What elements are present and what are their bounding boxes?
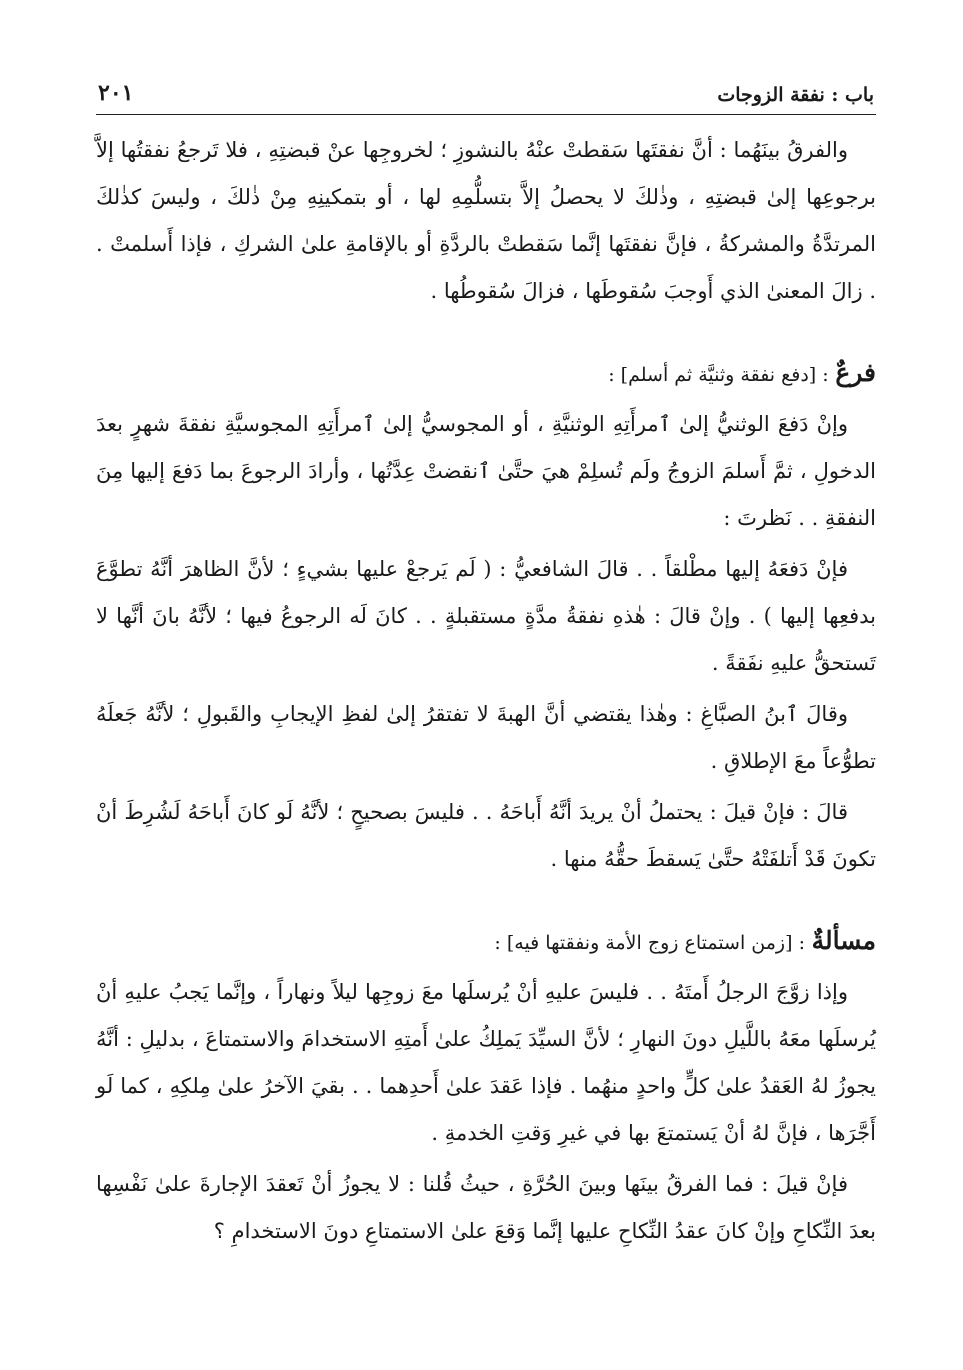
body-paragraph: قالَ : فإنْ قيلَ : يحتملُ أنْ يريدَ أنَّهُ أَباحَهُ . . فليسَ بصحيحٍ ؛ لأنَّهُ لَو كانَ أَباحَهُ لَشُرِطَ أنْ تكونَ قَدْ أَتلفَتْهُ حتَّىٰ يَسقطَ حقُّهُ منها . — [96, 800, 876, 871]
body-paragraph: وإنْ دَفعَ الوثنيُّ إلىٰ ٱمرأَتِهِ الوثنيَّةِ ، أو المجوسيُّ إلىٰ ٱمرأَتِهِ المجوسيَّةِ نفقةَ شهرٍ بعدَ الدخولِ ، ثمَّ أَسلمَ الزوجُ ولَم تُسلِمْ هيَ حتَّىٰ ٱنقضتْ عِدَّتُها ، وأرادَ الرجوعَ بما دَفعَ إليها مِنَ النفقةِ . . نَظرتَ : — [96, 412, 876, 530]
section-spacer — [96, 883, 876, 919]
section-spacer — [96, 315, 876, 351]
section-label: مسألةٌ — [811, 926, 876, 955]
page-number: ٢٠١ — [98, 80, 134, 106]
body-paragraph: وإذا زوَّجَ الرجلُ أَمتَهُ . . فليسَ عليهِ أنْ يُرسلَها معَ زوجِها ليلاً ونهاراً ، وإنَّما يَجبُ عليهِ أنْ يُرسلَها معَهُ باللَّيلِ دونَ النهارِ ؛ لأنَّ السيِّدَ يَملِكُ علىٰ أَمتِهِ الاستخدامَ والاستمتاعَ ، بدليلِ : أنَّهُ يجوزُ لهُ العَقدُ علىٰ كلٍّ واحدٍ منهُما . فإذا عَقدَ علىٰ أَحدِهما . . بقيَ الآخرُ علىٰ مِلكِهِ ، كما لَو أَجَّرَها ، فإنَّ لهُ أنْ يَستمتعَ بها في غيرِ وَقتِ الخدمةِ . — [96, 980, 876, 1145]
body-paragraph: فإنْ دَفعَهُ إليها مطْلقاً . . قالَ الشافعيُّ : ( لَم يَرجعْ عليها بشيءٍ ؛ لأنَّ الظاهرَ أنَّهُ تطوَّعَ بدفعِها إليها ) . وإنْ قالَ : هٰذهِ نفقةُ مدَّةٍ مستقبلةٍ . . كانَ لَه الرجوعُ فيها ؛ لأنَّهُ بانَ أنَّها لا تَستحقُّ عليهِ نفَقةً . — [96, 557, 876, 675]
body-paragraph: فإنْ قيلَ : فما الفرقُ بينَها وبينَ الحُرَّةِ ، حيثُ قُلنا : لا يجوزُ أنْ تَعقدَ الإجارةَ علىٰ نَفْسِها بعدَ النِّكاحِ وإنْ كانَ عقدُ النِّكاحِ عليها إنَّما وَقعَ علىٰ الاستمتاعِ دونَ الاستخدامِ ؟ — [96, 1172, 876, 1243]
body-paragraph: وقالَ ٱبنُ الصبَّاغِ : وهٰذا يقتضي أنَّ الهبةَ لا تفتقرُ إلىٰ لفظِ الإيجابِ والقَبولِ ؛ لأنَّهُ جَعلَهُ تطوُّعاً معَ الإطلاقِ . — [96, 702, 876, 773]
section-label: فرعٌ — [835, 358, 876, 387]
section-title: : [دفع نفقة وثنيَّة ثم أسلم] : — [608, 364, 829, 386]
section-title: : [زمن استمتاع زوج الأمة ونفقتها فيه] : — [494, 932, 805, 954]
book-page — [96, 78, 876, 1255]
running-title: باب : نفقة الزوجات — [717, 84, 874, 106]
section-heading-masala — [96, 919, 876, 965]
section-heading-far — [96, 351, 876, 397]
page-body — [96, 127, 876, 1255]
body-paragraph: والفرقُ بينَهُما : أنَّ نفقتَها سَقطتْ عنْهُ بالنشوزِ ؛ لخروجِها عنْ قبضتِهِ ، فلا تَرجعُ نفقتُها إلاَّ برجوعِها إلىٰ قبضتِهِ ، وذٰلكَ لا يحصلُ إلاَّ بتسلُّمِهِ لها ، أو بتمكينِهِ مِنْ ذٰلكَ ، وليسَ كذٰلكَ المرتدَّةُ والمشركةُ ، فإنَّ نفقتَها إنَّما سَقطتْ بالردَّةِ أو بالإقامةِ علىٰ الشركِ ، فإذا أَسلمتْ . . زالَ المعنىٰ الذي أَوجبَ سُقوطَها ، فزالَ سُقوطُها . — [96, 138, 876, 303]
running-header — [96, 78, 876, 115]
